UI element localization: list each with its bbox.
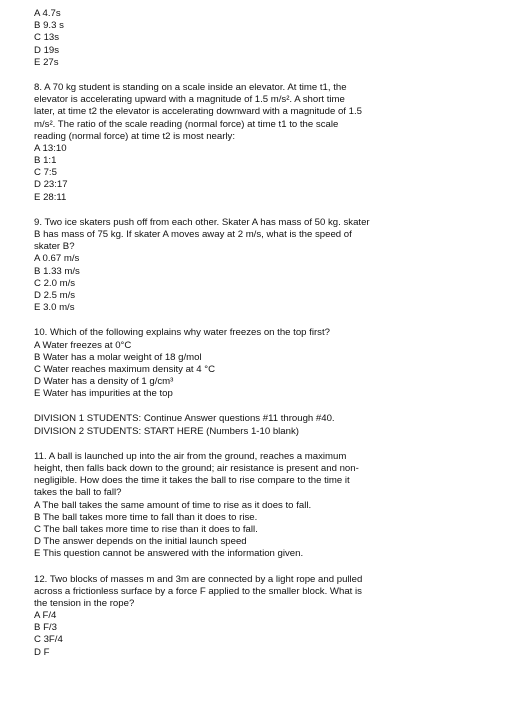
question-stem-line: skater B? bbox=[34, 241, 75, 253]
option-a: A 13:10 bbox=[34, 142, 67, 154]
option-a: A 0.67 m/s bbox=[34, 253, 80, 265]
option-b: B F/3 bbox=[34, 622, 57, 634]
question-9 bbox=[34, 217, 394, 315]
option-d: D Water has a density of 1 g/cm³ bbox=[34, 376, 174, 388]
division-instructions bbox=[34, 413, 394, 437]
division-2-instruction: DIVISION 2 STUDENTS: START HERE (Numbers 1-10 blank) bbox=[34, 425, 299, 437]
question-stem-line: reading (normal force) at time t2 is most nearly: bbox=[34, 130, 236, 142]
option-a: A Water freezes at 0°C bbox=[34, 339, 132, 351]
option-e: E 28:11 bbox=[34, 191, 67, 203]
question-stem-line: 11. A ball is launched up into the air from the ground, reaches a maximum bbox=[34, 450, 347, 462]
option-b: B 9.3 s bbox=[34, 20, 64, 32]
question-stem-line: 8. A 70 kg student is standing on a scale inside an elevator. At time t1, the bbox=[34, 81, 347, 93]
question-11 bbox=[34, 451, 394, 561]
spacer bbox=[34, 204, 394, 217]
division-1-instruction: DIVISION 1 STUDENTS: Continue Answer questions #11 through #40. bbox=[34, 413, 335, 425]
question-10 bbox=[34, 327, 394, 400]
option-a: A F/4 bbox=[34, 610, 57, 622]
question-stem-line: the tension in the rope? bbox=[34, 597, 135, 609]
option-a: A 4.7s bbox=[34, 8, 61, 19]
option-c: C 3F/4 bbox=[34, 634, 63, 646]
question-stem-line: 9. Two ice skaters push off from each other. Skater A has mass of 50 kg. skater bbox=[34, 216, 370, 228]
option-d: D 2.5 m/s bbox=[34, 289, 76, 301]
question-stem-line: 10. Which of the following explains why water freezes on the top first? bbox=[34, 327, 330, 339]
spacer bbox=[34, 438, 394, 451]
spacer bbox=[34, 69, 394, 82]
option-c: C 2.0 m/s bbox=[34, 277, 76, 289]
question-stem-line: m/s². The ratio of the scale reading (normal force) at time t1 to the scale bbox=[34, 118, 339, 130]
option-c: C 7:5 bbox=[34, 167, 57, 179]
option-a: A The ball takes the same amount of time to rise as it does to fall. bbox=[34, 499, 312, 511]
option-d: D The answer depends on the initial launch speed bbox=[34, 536, 247, 548]
question-8 bbox=[34, 82, 394, 204]
option-b: B 1.33 m/s bbox=[34, 265, 80, 277]
option-c: C Water reaches maximum density at 4 °C bbox=[34, 363, 216, 375]
option-d: D 23:17 bbox=[34, 179, 68, 191]
question-stem-line: height, then falls back down to the ground; air resistance is present and non- bbox=[34, 463, 359, 474]
option-e: E This question cannot be answered with the information given. bbox=[34, 548, 304, 560]
question-12 bbox=[34, 574, 394, 659]
spacer bbox=[34, 561, 394, 574]
option-e: E 3.0 m/s bbox=[34, 302, 75, 314]
spacer bbox=[34, 400, 394, 413]
option-b: B 1:1 bbox=[34, 155, 57, 167]
document-page bbox=[34, 8, 394, 659]
spacer bbox=[34, 314, 394, 327]
option-e: E 27s bbox=[34, 56, 59, 68]
option-d: D 19s bbox=[34, 44, 60, 56]
question-stem-line: 12. Two blocks of masses m and 3m are connected by a light rope and pulled bbox=[34, 573, 363, 585]
option-c: C 13s bbox=[34, 32, 60, 44]
question-7-options bbox=[34, 8, 394, 69]
option-d: D F bbox=[34, 646, 50, 658]
option-c: C The ball takes more time to rise than it does to fall. bbox=[34, 523, 258, 535]
question-stem-line: elevator is accelerating upward with a magnitude of 1.5 m/s². A short time bbox=[34, 94, 345, 106]
question-stem-line: takes the ball to fall? bbox=[34, 487, 122, 499]
option-b: B The ball takes more time to fall than it does to rise. bbox=[34, 511, 258, 523]
question-stem-line: later, at time t2 the elevator is accelerating downward with a magnitude of 1.5 bbox=[34, 106, 362, 118]
question-stem-line: across a frictionless surface by a force F applied to the smaller block. What is bbox=[34, 585, 362, 597]
question-stem-line: negligible. How does the time it takes the ball to rise compare to the time it bbox=[34, 475, 350, 487]
question-stem-line: B has mass of 75 kg. If skater A moves away at 2 m/s, what is the speed of bbox=[34, 229, 352, 240]
option-e: E Water has impurities at the top bbox=[34, 388, 173, 400]
option-b: B Water has a molar weight of 18 g/mol bbox=[34, 351, 202, 363]
